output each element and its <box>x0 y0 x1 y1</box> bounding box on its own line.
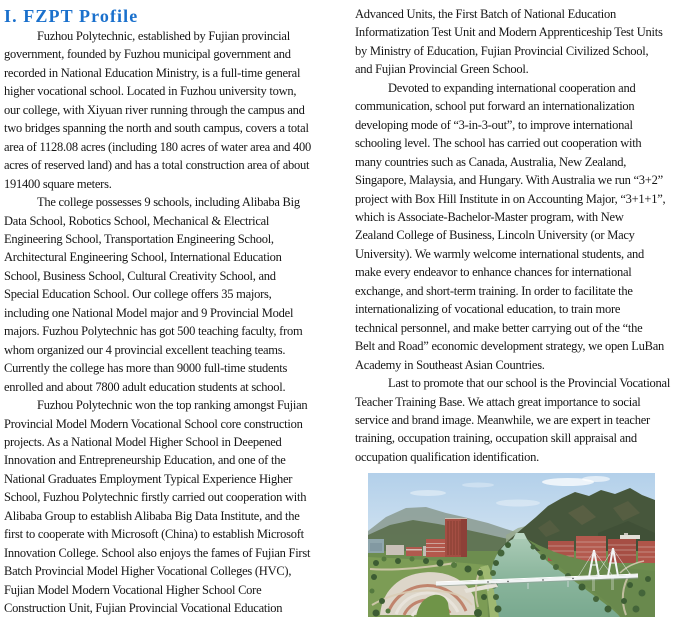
text-line: Last to promote that our school is the Provincial Vocational <box>388 376 671 391</box>
text-line: Construction Unit, Fujian Provincial Vocational Education <box>4 601 283 616</box>
text-line: project with Box Hill Institute in on Accounting Major, “3+1+1”, <box>355 191 666 206</box>
paragraph <box>4 193 350 396</box>
text-line: which is Associate-Bachelor-Master program, with New <box>355 209 624 224</box>
text-line: service and brand image. Meanwhile, we are expert in teacher <box>355 412 650 427</box>
text-line: enrolled and about 7800 adult education students at school. <box>4 379 286 394</box>
text-line: our college, with Xiyuan river running through the campus and <box>4 102 305 117</box>
text-line: Advanced Units, the First Batch of National Education <box>355 7 616 21</box>
text-line: 191400 square meters. <box>4 176 112 191</box>
text-line: recorded in National Education Ministry, is a full-time general <box>4 65 301 80</box>
right-column <box>355 5 699 466</box>
text-line: Architectural Engineering School, International Education <box>4 250 282 265</box>
paragraph <box>4 396 350 617</box>
text-line: Teacher Training Base. We attach great importance to social <box>355 394 641 409</box>
text-line: Engineering School, Transportation Engineering School, <box>4 231 274 246</box>
paragraph <box>355 5 699 79</box>
page-title: I. FZPT Profile <box>4 6 139 26</box>
text-line: Fuzhou Polytechnic won the top ranking amongst Fujian <box>37 398 308 413</box>
text-line: Provincial Model Modern Vocational School core construction <box>4 416 303 431</box>
text-line: Informatization Test Unit and Modern Apprenticeship Test Units <box>355 25 663 40</box>
text-line: government, founded by Fuzhou municipal government and <box>4 47 291 62</box>
text-line: Batch Provincial Model Higher Vocational Colleges (HVC), <box>4 564 292 579</box>
text-line: by Ministry of Education, Fujian Provincial Civilized School, <box>355 43 649 58</box>
text-line: communication, school put forward an internationalization <box>355 99 635 114</box>
text-line: Currently the college has more than 9000 full-time students <box>4 361 288 376</box>
text-line: training, occupation training, occupation skill appraisal and <box>355 431 637 446</box>
text-line: make every endeavor to enhance chances for international <box>355 265 632 280</box>
text-line: School, Fuzhou Polytechnic firstly carried out cooperation with <box>4 490 307 505</box>
text-line: Fuzhou Polytechnic, established by Fujian provincial <box>37 29 290 43</box>
text-line: internationalizing of vocational education, to train more <box>355 302 621 317</box>
text-line: School, Business School, Cultural Creativity School, and <box>4 268 276 283</box>
text-line: developing mode of “3-in-3-out”, to improve international <box>355 117 633 132</box>
text-line: many countries such as Canada, Australia, New Zealand, <box>355 154 627 169</box>
text-line: Innovation and Entrepreneurship Education, and one of the <box>4 453 286 468</box>
text-line: area of 1128.08 acres (including 180 acres of water area and 400 <box>4 139 312 154</box>
text-line: The college possesses 9 schools, including Alibaba Big <box>37 195 300 210</box>
text-line: Fujian Model Modern Vocational Higher School Core <box>4 582 262 597</box>
text-line: Singapore, Malaysia, and Hungary. With Australia we run “3+2” <box>355 173 663 188</box>
text-line: two bridges spanning the north and south campus, covers a total <box>4 121 309 136</box>
paragraph <box>355 79 699 374</box>
text-line: Data School, Robotics School, Mechanical & Electrical <box>4 213 270 228</box>
text-line: University). We warmly welcome international students, and <box>355 246 645 261</box>
text-line: first to cooperate with Microsoft (China) to establish Microsoft <box>4 527 304 542</box>
paragraph <box>4 27 350 193</box>
campus-aerial-photo <box>368 473 655 617</box>
text-line: National Graduates Employment Typical Experience Higher <box>4 471 293 486</box>
text-line: Academy in Southeast Asian Countries. <box>355 357 545 372</box>
text-line: and Fujian Provincial Green School. <box>355 62 529 77</box>
text-line: occupation qualification identification. <box>355 449 540 464</box>
text-line: Zealand College of Business, Lincoln University (or Macy <box>355 228 635 243</box>
text-line: Special Education School. Our college offers 35 majors, <box>4 287 272 302</box>
text-line: higher vocational school. Located in Fuzhou university town, <box>4 84 297 99</box>
text-line: projects. As a National Model Higher School in Deepened <box>4 434 282 449</box>
text-line: acres of reserved land) and has a total construction area of about <box>4 158 310 173</box>
text-line: Innovation College. School also enjoys the fames of Fujian First <box>4 545 311 560</box>
text-line: technical personnel, and make better carrying out of the “the <box>355 320 643 335</box>
text-line: schooling level. The school has carried out cooperation with <box>355 136 642 151</box>
text-line: Alibaba Group to establish Alibaba Big Data Institute, and the <box>4 508 300 523</box>
paragraph <box>355 374 699 466</box>
text-line: including one National Model major and 9 Provincial Model <box>4 305 294 320</box>
text-line: Belt and Road” economic development strategy, we open LuBan <box>355 339 664 354</box>
left-column <box>4 27 350 618</box>
text-line: Devoted to expanding international cooperation and <box>388 80 636 95</box>
text-line: whom organized our 4 provincial excellent teaching teams. <box>4 342 286 357</box>
text-line: exchange, and short-term training. In order to facilitate the <box>355 283 633 298</box>
text-line: majors. Fuzhou Polytechnic has got 500 teaching faculty, from <box>4 324 303 339</box>
